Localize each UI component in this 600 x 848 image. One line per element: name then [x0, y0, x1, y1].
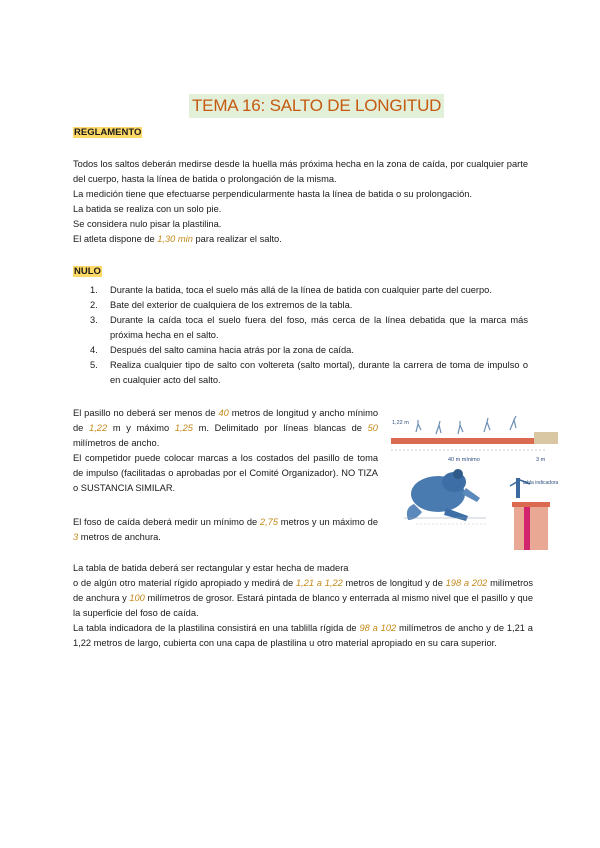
runway: [391, 438, 541, 444]
pasillo-section: [73, 406, 378, 496]
page-title: TEMA 16: SALTO DE LONGITUD: [189, 94, 444, 118]
plastilina-paragraph: La tabla indicadora de la plastilina consistirá en una tablilla rígida de 98 a 102 milímetros de ancho y de 1,21 a 1,22 metros de largo, cubierta con una capa de plastilina u otro material apropiado en su cara superior.: [73, 623, 533, 648]
list-item: 4. Después del salto camina hacia atrás por la zona de caída.: [90, 345, 354, 355]
nulo-heading: NULO: [74, 266, 101, 277]
marcas-paragraph: El competidor puede colocar marcas a los costados del pasillo de toma de impulso (facilitadas o aprobadas por el Comité Organizador). NO TIZA o SUSTANCIA SIMILAR.: [73, 453, 378, 493]
list-item: 3. Durante la caída toca el suelo fuera del foso, más cerca de la línea debatida que la marca más próxima hecha en el salto.: [90, 315, 528, 340]
reglamento-paragraph: El atleta dispone de 1,30 min para realizar el salto.: [73, 234, 282, 244]
list-item: 5. Realiza cualquier tipo de salto con voltereta (salto mortal), durante la carrera de toma de impulso o en cualquier acto del salto.: [90, 360, 528, 385]
list-item: 2. Bate del exterior de cualquiera de los extremos de la tabla.: [90, 300, 353, 310]
reglamento-paragraph: La batida se realiza con un solo pie.: [73, 204, 222, 214]
reglamento-paragraph: Todos los saltos deberán medirse desde la huella más próxima hecha en la zona de caída, por cualquier parte del cuerpo, hasta la línea de batida o prolongación de la misma.: [73, 159, 528, 184]
jumper-illustration: [407, 469, 480, 521]
reglamento-paragraph: Se considera nulo pisar la plastilina.: [73, 219, 222, 229]
foso-section: [73, 515, 378, 545]
reglamento-section: [73, 157, 528, 247]
foso-paragraph: El foso de caída deberá medir un mínimo de 2,75 metros y un máximo de 3 metros de anchura.: [73, 517, 379, 542]
fig-label-d: tabla indicadora: [523, 480, 559, 486]
tabla-paragraph: La tabla de batida deberá ser rectangular y estar hecha de madera: [73, 563, 349, 573]
pasillo-paragraph: El pasillo no deberá ser menos de 40 metros de longitud y ancho mínimo de 1,22 m y máximo 1,25 m. Delimitado por líneas blancas de 50 milímetros de ancho.: [73, 408, 379, 448]
nulo-list: [73, 283, 528, 388]
jumper-sequence-icon: [416, 416, 516, 434]
board-detail: [510, 478, 559, 550]
tabla-paragraph: o de algún otro material rígido apropiado y medirá de 1,21 a 1,22 metros de longitud y de 198 a 202 milímetros de anchura y 100 milímetros de grosor. Estará pintada de blanco y enterrada al mismo nivel que el pasillo y que la superficie del foso de caída.: [73, 578, 533, 618]
list-item: 1. Durante la batida, toca el suelo más allá de la línea de batida con cualquier parte del cuerpo.: [90, 285, 492, 295]
reglamento-heading: REGLAMENTO: [74, 127, 142, 138]
fig-label-c: 3 m: [536, 457, 546, 463]
landing-pit: [534, 432, 558, 444]
long-jump-figure: [386, 410, 562, 560]
tabla-section: [73, 561, 533, 651]
fig-label-a: 1,22 m: [392, 420, 409, 426]
fig-label-b: 40 m mínimo: [448, 457, 480, 463]
reglamento-paragraph: La medición tiene que efectuarse perpendicularmente hasta la línea de batida o su prolongación.: [73, 189, 473, 199]
